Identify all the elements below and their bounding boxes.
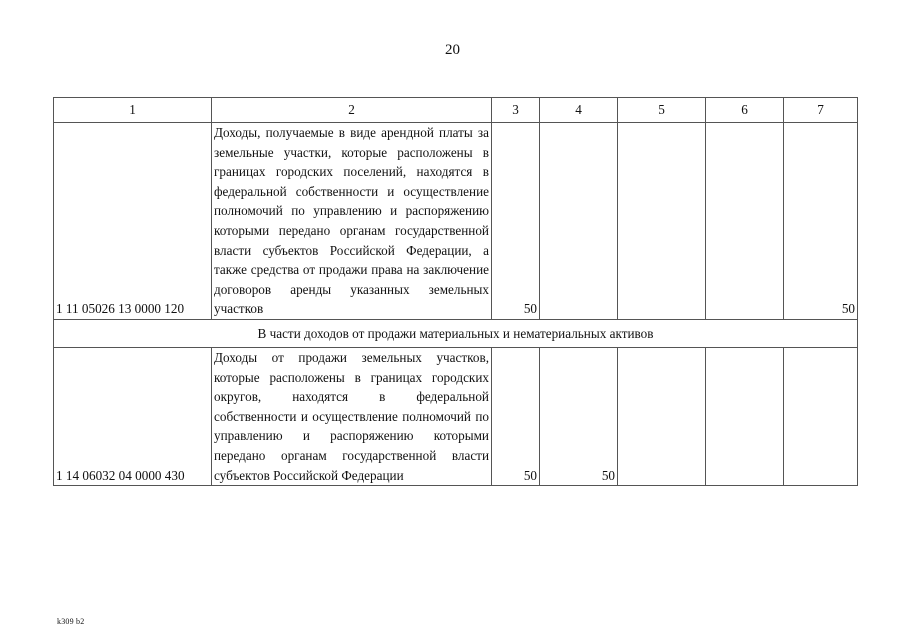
column-header: 5: [618, 98, 706, 123]
page-number: 20: [445, 42, 460, 58]
table-row: [54, 347, 858, 485]
budget-code: 1 14 06032 04 0000 430: [54, 347, 212, 485]
document-code: k309 b2: [57, 617, 85, 626]
value-col-3: 50: [492, 347, 540, 485]
column-header: 7: [784, 98, 858, 123]
table-row: [54, 123, 858, 320]
revenue-table: [53, 97, 858, 486]
value-col-5: [618, 347, 706, 485]
column-header: 3: [492, 98, 540, 123]
section-row: [54, 319, 858, 347]
income-description: Доходы от продажи земельных участков, которые расположены в границах городских округов, находятся в федеральной собственности и осуществление полномочий по управлению и распоряжению которыми передано органам государственной власти субъектов Российской Федерации: [212, 347, 492, 485]
column-header: 1: [54, 98, 212, 123]
column-header: 6: [706, 98, 784, 123]
section-title: В части доходов от продажи материальных и нематериальных активов: [54, 319, 858, 347]
value-col-6: [706, 123, 784, 320]
budget-code: 1 11 05026 13 0000 120: [54, 123, 212, 320]
value-col-7: 50: [784, 123, 858, 320]
table-header-row: [54, 98, 858, 123]
column-header: 2: [212, 98, 492, 123]
value-col-6: [706, 347, 784, 485]
value-col-7: [784, 347, 858, 485]
value-col-4: [540, 123, 618, 320]
income-description: Доходы, получаемые в виде арендной платы за земельные участки, которые расположены в границах городских поселений, находятся в федеральной собственности и осуществление полномочий по управлению и распоряжению которыми передано органам государственной власти субъектов Российской Федерации, а также средства от продажи права на заключение договоров аренды указанных земельных участков: [212, 123, 492, 320]
value-col-3: 50: [492, 123, 540, 320]
value-col-5: [618, 123, 706, 320]
value-col-4: 50: [540, 347, 618, 485]
column-header: 4: [540, 98, 618, 123]
